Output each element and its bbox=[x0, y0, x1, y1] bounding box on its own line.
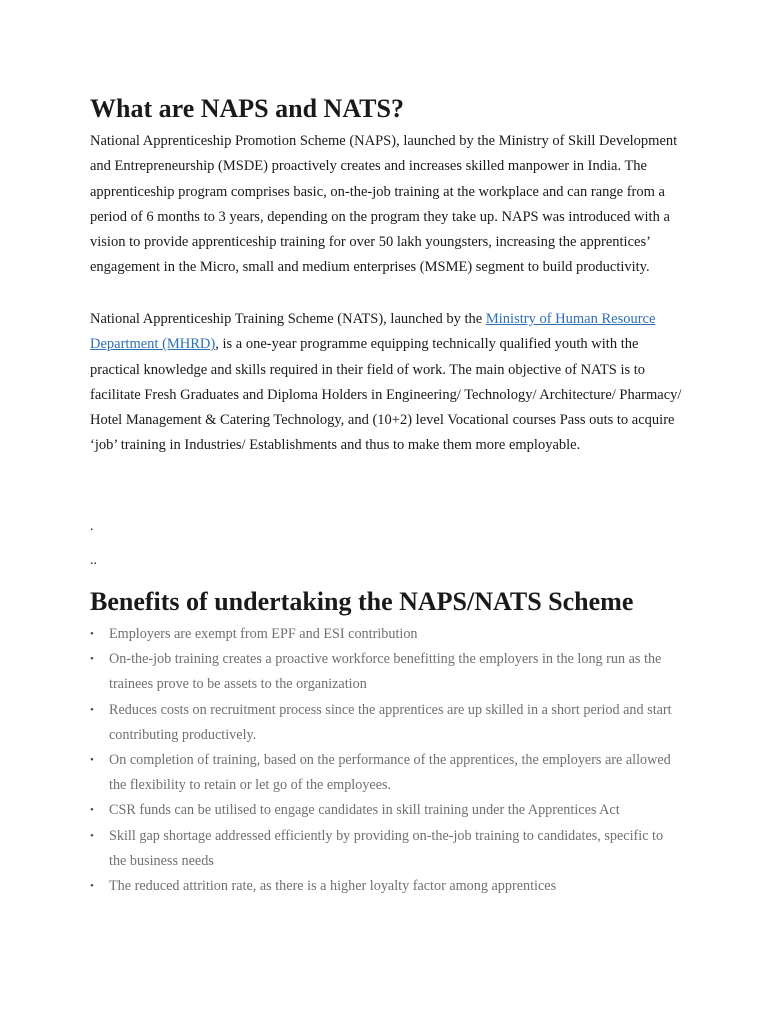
list-item bbox=[90, 622, 680, 647]
list-item-text: The reduced attrition rate, as there is a higher loyalty factor among apprentices bbox=[109, 878, 557, 895]
list-item-text: CSR funds can be utilised to engage candidates in skill training under the Apprentices Act bbox=[109, 802, 620, 819]
list-item-text: Skill gap shortage addressed efficiently by providing on-the-job training to candidates, specific to the business needs bbox=[109, 827, 664, 869]
section-title-benefits: Benefits of undertaking the NAPS/NATS Scheme bbox=[90, 587, 634, 616]
list-item-text: Employers are exempt from EPF and ESI contribution bbox=[109, 626, 418, 642]
mhrd-link[interactable]: Ministry of Human Resource Department (MHRD) bbox=[90, 311, 656, 353]
list-item bbox=[90, 698, 680, 748]
list-item bbox=[90, 798, 680, 823]
list-item bbox=[90, 748, 680, 798]
bullet-icon: • bbox=[90, 628, 94, 640]
naps-paragraph: National Apprenticeship Promotion Scheme (NAPS), launched by the Ministry of Skill Development and Entrepreneurship (MSDE) proactively creates and increases skilled manpower in India. The apprenticeship program comprises basic, on-the-job training at the workplace and can range from a period of 6 months to 3 years, depending on the program they take up. NAPS was introduced with a vision to provide apprenticeship training for over 50 lakh youngsters, increasing the apprentices’ engagement in the Micro, small and medium enterprises (MSME) segment to build productivity. bbox=[90, 133, 678, 276]
separator-double-dot: .. bbox=[90, 553, 97, 568]
list-item bbox=[90, 874, 680, 899]
list-item-text: On completion of training, based on the performance of the apprentices, the employers are allowed the flexibility to retain or let go of the employees. bbox=[109, 752, 671, 794]
section-title-naps-nats: What are NAPS and NATS? bbox=[90, 94, 404, 123]
nats-paragraph bbox=[90, 307, 690, 459]
list-item-text: Reduces costs on recruitment process since the apprentices are up skilled in a short period and start contributing productively. bbox=[109, 701, 672, 743]
benefits-list bbox=[90, 622, 680, 899]
separator-dot: . bbox=[90, 519, 94, 534]
nats-paragraph-intro: National Apprenticeship Training Scheme (NATS), launched by the bbox=[90, 311, 486, 327]
bullet-icon: • bbox=[90, 653, 94, 666]
list-item-text: On-the-job training creates a proactive workforce benefitting the employers in the long run as the trainees prove to be assets to the organization bbox=[109, 651, 662, 693]
nats-paragraph-body: , is a one-year programme equipping technically qualified youth with the practical knowledge and skills required in their field of work. The main objective of NATS is to facilitate Fresh Graduates and Diploma Holders in Engineering/ Technology/ Architecture/ Pharmacy/ Hotel Management & Catering Technology, and (10+2) level Vocational courses Pass outs to acquire ‘job’ training in Industries/ Establishments and thus to make them more employable. bbox=[90, 336, 682, 454]
bullet-icon: • bbox=[90, 804, 94, 817]
bullet-icon: • bbox=[90, 829, 94, 842]
list-item bbox=[90, 647, 680, 697]
list-item bbox=[90, 824, 680, 874]
bullet-icon: • bbox=[90, 754, 94, 767]
bullet-icon: • bbox=[90, 703, 94, 716]
bullet-icon: • bbox=[90, 880, 94, 893]
